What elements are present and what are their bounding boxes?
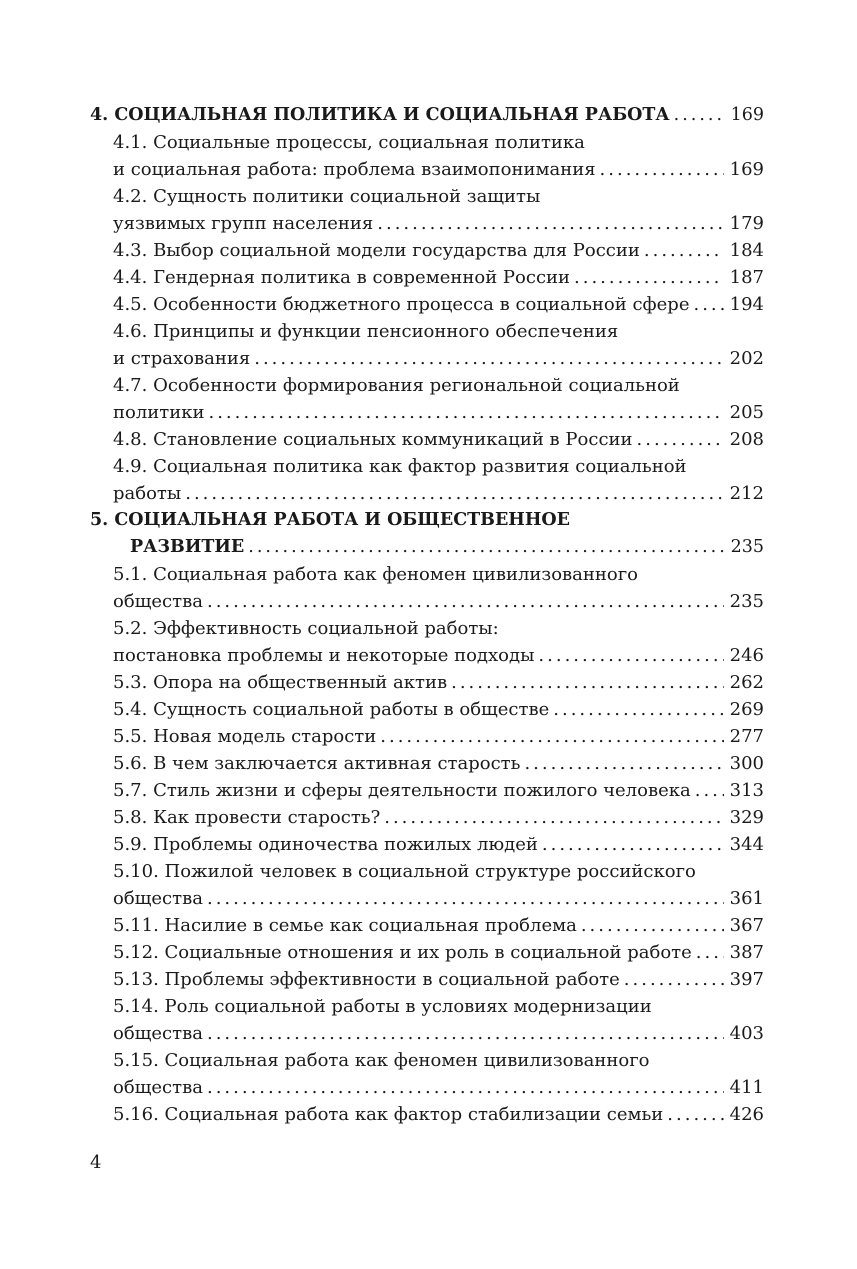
- toc-entry-title: 5.7. Стиль жизни и сферы деятельности пожилого человека: [113, 780, 691, 801]
- toc-entry-leader-line: [113, 696, 764, 723]
- page-number: 4: [90, 1152, 102, 1173]
- toc-entry[interactable]: [90, 912, 764, 939]
- toc-page-number: 387: [729, 942, 764, 963]
- dot-leader: [380, 723, 723, 750]
- toc-entry-title: работы: [113, 483, 182, 504]
- dot-leader: [207, 1020, 724, 1047]
- toc-entry-title: 5.9. Проблемы одиночества пожилых людей: [113, 834, 538, 855]
- toc-page-number: 411: [729, 1077, 764, 1098]
- toc-entry-leader-line: [113, 777, 764, 804]
- toc-entry-title: 4.8. Становление социальных коммуникаций в России: [113, 429, 633, 450]
- toc-page-number: 344: [729, 834, 764, 855]
- dot-leader: [644, 237, 724, 264]
- toc-page-number: 187: [729, 267, 764, 288]
- toc-entry[interactable]: [90, 804, 764, 831]
- toc-entry-leader-line: [113, 642, 764, 669]
- dot-leader: [574, 264, 724, 291]
- toc-entry-title-line: 5.14. Роль социальной работы в условиях модернизации: [113, 996, 652, 1017]
- toc-entry-leader-line: [90, 534, 764, 561]
- toc-entry-title: общества: [113, 591, 203, 612]
- dot-leader: [384, 804, 723, 831]
- toc-page-number: 208: [729, 429, 764, 450]
- toc-entry[interactable]: [90, 858, 764, 912]
- toc-chapter[interactable]: [90, 507, 764, 561]
- toc-entry-title: 5.8. Как провести старость?: [113, 807, 381, 828]
- toc-entry-leader-line: [113, 912, 764, 939]
- toc-entry[interactable]: [90, 723, 764, 750]
- toc-page-number: 262: [729, 672, 764, 693]
- dot-leader: [695, 777, 724, 804]
- dot-leader: [637, 426, 724, 453]
- toc-entry-leader-line: [113, 480, 764, 507]
- dot-leader: [667, 1101, 723, 1128]
- toc-entry-leader-line: [113, 1020, 764, 1047]
- toc-entry[interactable]: [90, 372, 764, 426]
- toc-entry-title-line: 4.7. Особенности формирования региональной социальной: [113, 375, 680, 396]
- dot-leader: [674, 102, 725, 129]
- toc-entry-title-line: 5.15. Социальная работа как феномен цивилизованного: [113, 1050, 650, 1071]
- toc-entry[interactable]: [90, 993, 764, 1047]
- toc-entry-title: 4. СОЦИАЛЬНАЯ ПОЛИТИКА И СОЦИАЛЬНАЯ РАБОТА: [90, 105, 670, 125]
- toc-page-number: 169: [730, 105, 764, 125]
- toc-entry-leader-line: [113, 885, 764, 912]
- toc-entry-title: 4.3. Выбор социальной модели государства для России: [113, 240, 640, 261]
- toc-page-number: 169: [729, 159, 764, 180]
- toc-page-number: 426: [729, 1104, 764, 1125]
- toc-entry-leader-line: [113, 939, 764, 966]
- dot-leader: [624, 966, 724, 993]
- toc-entry[interactable]: [90, 129, 764, 183]
- dot-leader: [377, 210, 723, 237]
- toc-entry-title: общества: [113, 888, 203, 909]
- toc-entry[interactable]: [90, 453, 764, 507]
- toc-entry[interactable]: [90, 318, 764, 372]
- table-of-contents: [90, 102, 764, 1128]
- toc-entry-title: 5.11. Насилие в семье как социальная проблема: [113, 915, 577, 936]
- toc-page-number: 361: [729, 888, 764, 909]
- toc-entry-title: 4.5. Особенности бюджетного процесса в социальной сфере: [113, 294, 690, 315]
- toc-entry-title-line: 5.2. Эффективность социальной работы:: [113, 618, 499, 639]
- dot-leader: [524, 750, 723, 777]
- toc-entry[interactable]: [90, 561, 764, 615]
- toc-entry[interactable]: [90, 264, 764, 291]
- toc-entry[interactable]: [90, 669, 764, 696]
- dot-leader: [207, 588, 724, 615]
- toc-entry-title: 4.4. Гендерная политика в современной России: [113, 267, 571, 288]
- toc-page-number: 403: [729, 1023, 764, 1044]
- toc-page-number: 277: [729, 726, 764, 747]
- dot-leader: [553, 696, 723, 723]
- toc-chapter[interactable]: [90, 102, 764, 129]
- toc-page-number: 367: [729, 915, 764, 936]
- toc-page-number: 202: [729, 348, 764, 369]
- toc-entry-leader-line: [113, 588, 764, 615]
- toc-entry-title: 5.4. Сущность социальной работы в обществе: [113, 699, 550, 720]
- toc-entry-title: постановка проблемы и некоторые подходы: [113, 645, 535, 666]
- toc-entry[interactable]: [90, 777, 764, 804]
- toc-entry-leader-line: [113, 264, 764, 291]
- toc-entry-leader-line: [113, 156, 764, 183]
- toc-entry-leader-line: [113, 345, 764, 372]
- toc-page-number: 184: [729, 240, 764, 261]
- toc-entry-title: и социальная работа: проблема взаимопонимания: [113, 159, 596, 180]
- toc-page-number: 194: [729, 294, 764, 315]
- toc-page-number: 179: [729, 213, 764, 234]
- toc-entry-title-line: 4.2. Сущность политики социальной защиты: [113, 186, 541, 207]
- toc-entry-title: 5.12. Социальные отношения и их роль в социальной работе: [113, 942, 692, 963]
- toc-entry-leader-line: [113, 669, 764, 696]
- toc-entry[interactable]: [90, 750, 764, 777]
- toc-entry-leader-line: [113, 723, 764, 750]
- toc-page-number: 235: [729, 591, 764, 612]
- dot-leader: [581, 912, 724, 939]
- toc-entry[interactable]: [90, 831, 764, 858]
- toc-entry-leader-line: [113, 966, 764, 993]
- toc-entry[interactable]: [90, 1101, 764, 1128]
- toc-entry[interactable]: [90, 426, 764, 453]
- toc-page-number: 300: [729, 753, 764, 774]
- dot-leader: [248, 534, 724, 561]
- toc-page-number: 246: [729, 645, 764, 666]
- toc-entry[interactable]: [90, 939, 764, 966]
- toc-entry[interactable]: [90, 183, 764, 237]
- toc-entry-title: и страхования: [113, 348, 251, 369]
- toc-entry-leader-line: [113, 804, 764, 831]
- toc-entry[interactable]: [90, 615, 764, 669]
- toc-entry[interactable]: [90, 696, 764, 723]
- dot-leader: [208, 399, 723, 426]
- dot-leader: [451, 669, 724, 696]
- toc-page-number: 313: [729, 780, 764, 801]
- toc-entry[interactable]: [90, 291, 764, 318]
- toc-entry-title: РАЗВИТИЕ: [130, 537, 245, 557]
- toc-entry-leader-line: [113, 750, 764, 777]
- dot-leader: [207, 1074, 724, 1101]
- toc-entry-leader-line: [113, 237, 764, 264]
- toc-entry-title-line: 5. СОЦИАЛЬНАЯ РАБОТА И ОБЩЕСТВЕННОЕ: [90, 510, 570, 530]
- toc-entry-leader-line: [113, 210, 764, 237]
- toc-page-number: 235: [730, 537, 764, 557]
- toc-entry-leader-line: [113, 831, 764, 858]
- toc-entry-title: 5.5. Новая модель старости: [113, 726, 377, 747]
- toc-entry-title: общества: [113, 1023, 203, 1044]
- toc-entry-title: 5.13. Проблемы эффективности в социальной работе: [113, 969, 620, 990]
- toc-entry[interactable]: [90, 237, 764, 264]
- toc-page-number: 269: [729, 699, 764, 720]
- dot-leader: [696, 939, 724, 966]
- toc-entry-leader-line: [113, 426, 764, 453]
- toc-entry-title: политики: [113, 402, 205, 423]
- toc-entry-title: уязвимых групп населения: [113, 213, 374, 234]
- toc-entry-leader-line: [113, 291, 764, 318]
- toc-entry-title: 5.3. Опора на общественный актив: [113, 672, 448, 693]
- toc-page-number: 329: [729, 807, 764, 828]
- toc-entry-title-line: 5.1. Социальная работа как феномен цивилизованного: [113, 564, 639, 585]
- toc-entry-leader-line: [113, 1074, 764, 1101]
- toc-entry-leader-line: [90, 102, 764, 129]
- dot-leader: [254, 345, 723, 372]
- dot-leader: [693, 291, 723, 318]
- toc-entry-title: 5.6. В чем заключается активная старость: [113, 753, 521, 774]
- toc-entry-title-line: 4.6. Принципы и функции пенсионного обеспечения: [113, 321, 619, 342]
- toc-entry-title: общества: [113, 1077, 203, 1098]
- toc-page-number: 205: [729, 402, 764, 423]
- dot-leader: [185, 480, 723, 507]
- dot-leader: [542, 831, 724, 858]
- dot-leader: [207, 885, 724, 912]
- toc-page-number: 212: [729, 483, 764, 504]
- toc-entry[interactable]: [90, 966, 764, 993]
- toc-entry-leader-line: [113, 1101, 764, 1128]
- dot-leader: [538, 642, 723, 669]
- toc-entry-title: 5.16. Социальная работа как фактор стабилизации семьи: [113, 1104, 664, 1125]
- dot-leader: [600, 156, 724, 183]
- toc-entry-title-line: 5.10. Пожилой человек в социальной структуре российского: [113, 861, 696, 882]
- toc-entry-leader-line: [113, 399, 764, 426]
- toc-entry-title-line: 4.1. Социальные процессы, социальная политика: [113, 132, 585, 153]
- toc-page-number: 397: [729, 969, 764, 990]
- toc-entry-title-line: 4.9. Социальная политика как фактор развития социальной: [113, 456, 687, 477]
- toc-entry[interactable]: [90, 1047, 764, 1101]
